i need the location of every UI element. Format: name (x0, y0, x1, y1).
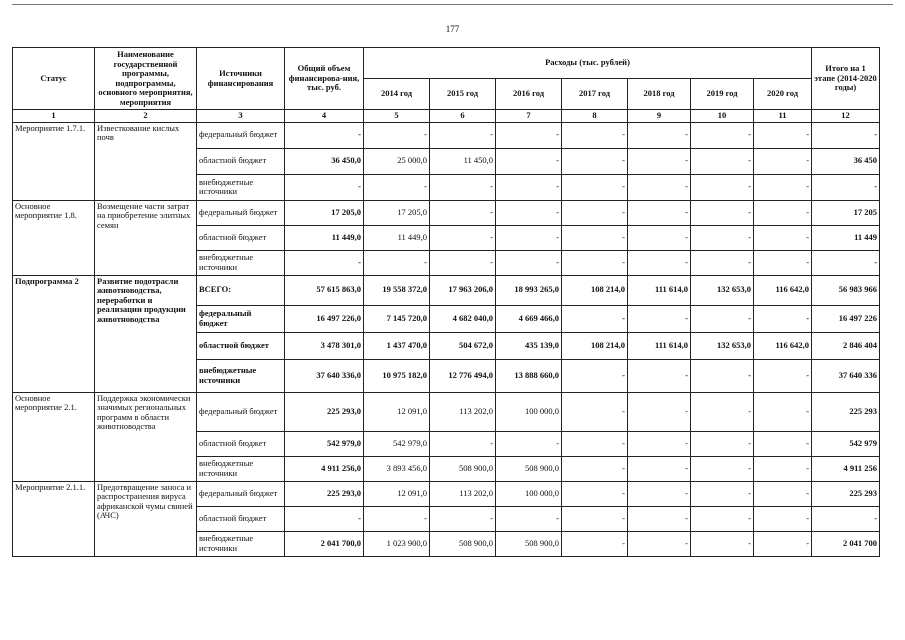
row-value: 11 450,0 (430, 148, 496, 174)
row-value: 18 993 265,0 (496, 275, 562, 305)
row-item-name: Возмещение части затрат на приобретение элитных семян (95, 200, 197, 275)
row-value: - (430, 431, 496, 456)
row-value: 116 642,0 (754, 275, 812, 305)
column-number: 6 (430, 110, 496, 123)
row-value: 11 449 (812, 225, 880, 250)
row-value: 113 202,0 (430, 481, 496, 506)
row-value: - (430, 174, 496, 200)
header-year: 2019 год (691, 79, 754, 110)
row-value: - (754, 481, 812, 506)
row-source: внебюджетные источники (197, 531, 285, 556)
row-value: 17 205,0 (364, 200, 430, 225)
table-row (13, 122, 880, 148)
row-value: - (691, 148, 754, 174)
row-value: 13 888 660,0 (496, 359, 562, 392)
header-year: 2014 год (364, 79, 430, 110)
row-value: 56 983 966 (812, 275, 880, 305)
row-value: - (562, 456, 628, 481)
row-value: - (285, 250, 364, 275)
row-value: - (628, 174, 691, 200)
row-item-name: Поддержка экономически значимых региональных программ в области животноводства (95, 392, 197, 481)
row-value: - (562, 506, 628, 531)
row-value: - (691, 250, 754, 275)
row-value: 225 293 (812, 392, 880, 431)
row-value: 542 979,0 (364, 431, 430, 456)
row-value: - (691, 431, 754, 456)
row-source: внебюджетные источники (197, 174, 285, 200)
row-value: 10 975 182,0 (364, 359, 430, 392)
row-value: - (754, 392, 812, 431)
row-value: - (628, 456, 691, 481)
row-value: 111 614,0 (628, 275, 691, 305)
row-source: ВСЕГО: (197, 275, 285, 305)
row-source: федеральный бюджет (197, 305, 285, 332)
row-value: 108 214,0 (562, 275, 628, 305)
row-source: областной бюджет (197, 148, 285, 174)
row-value: - (562, 148, 628, 174)
row-value: - (628, 122, 691, 148)
row-value: - (496, 431, 562, 456)
header-row-top (13, 48, 880, 79)
row-item-name: Известкование кислых почв (95, 122, 197, 200)
row-value: 17 205 (812, 200, 880, 225)
column-number: 7 (496, 110, 562, 123)
row-source: федеральный бюджет (197, 122, 285, 148)
column-number: 9 (628, 110, 691, 123)
row-value: - (364, 122, 430, 148)
row-value: 2 041 700,0 (285, 531, 364, 556)
row-value: - (496, 148, 562, 174)
row-value: 17 205,0 (285, 200, 364, 225)
row-value: - (628, 481, 691, 506)
row-source: областной бюджет (197, 225, 285, 250)
row-value: 132 653,0 (691, 275, 754, 305)
row-value: 1 437 470,0 (364, 332, 430, 359)
row-value: 4 911 256 (812, 456, 880, 481)
column-number: 5 (364, 110, 430, 123)
row-value: - (628, 225, 691, 250)
row-value: - (285, 122, 364, 148)
table-row (13, 275, 880, 305)
row-value: - (691, 305, 754, 332)
row-value: - (285, 506, 364, 531)
row-value: - (691, 392, 754, 431)
row-value: 36 450 (812, 148, 880, 174)
row-value: - (628, 506, 691, 531)
row-value: 12 776 494,0 (430, 359, 496, 392)
header-year: 2017 год (562, 79, 628, 110)
row-source: федеральный бюджет (197, 392, 285, 431)
row-value: - (628, 359, 691, 392)
row-value: - (691, 200, 754, 225)
row-status: Основное мероприятие 1.8. (13, 200, 95, 275)
row-value: 225 293 (812, 481, 880, 506)
row-value: - (628, 305, 691, 332)
page-number: 177 (445, 24, 460, 34)
row-value: 12 091,0 (364, 392, 430, 431)
row-value: 4 682 040,0 (430, 305, 496, 332)
row-value: - (691, 174, 754, 200)
row-value: 111 614,0 (628, 332, 691, 359)
row-value: - (754, 305, 812, 332)
row-value: 57 615 863,0 (285, 275, 364, 305)
row-source: внебюджетные источники (197, 456, 285, 481)
row-value: 4 911 256,0 (285, 456, 364, 481)
header-total: Общий объем финансирова-ния, тыс. руб. (285, 48, 364, 110)
row-value: 16 497 226 (812, 305, 880, 332)
row-value: - (496, 174, 562, 200)
row-value: - (628, 200, 691, 225)
row-source: внебюджетные источники (197, 250, 285, 275)
column-number: 2 (95, 110, 197, 123)
row-value: - (562, 250, 628, 275)
row-value: - (430, 200, 496, 225)
table-row (13, 481, 880, 506)
row-value: - (754, 506, 812, 531)
table-row (13, 200, 880, 225)
row-value: - (364, 250, 430, 275)
row-value: - (754, 250, 812, 275)
row-value: 108 214,0 (562, 332, 628, 359)
row-value: 12 091,0 (364, 481, 430, 506)
row-value: - (562, 305, 628, 332)
row-value: - (754, 174, 812, 200)
row-status: Мероприятие 2.1.1. (13, 481, 95, 556)
row-value: 36 450,0 (285, 148, 364, 174)
row-value: - (496, 122, 562, 148)
row-source: областной бюджет (197, 431, 285, 456)
row-value: 2 041 700 (812, 531, 880, 556)
row-value: - (430, 225, 496, 250)
row-value: 542 979 (812, 431, 880, 456)
row-status: Основное мероприятие 2.1. (13, 392, 95, 481)
row-value: 4 669 466,0 (496, 305, 562, 332)
row-value: - (812, 122, 880, 148)
column-number: 3 (197, 110, 285, 123)
row-value: - (754, 148, 812, 174)
row-status: Мероприятие 1.7.1. (13, 122, 95, 200)
row-value: 100 000,0 (496, 481, 562, 506)
row-value: - (628, 250, 691, 275)
row-value: 37 640 336 (812, 359, 880, 392)
row-value: - (754, 225, 812, 250)
row-value: - (754, 531, 812, 556)
header-year: 2015 год (430, 79, 496, 110)
row-source: федеральный бюджет (197, 200, 285, 225)
header-year: 2018 год (628, 79, 691, 110)
row-item-name: Развитие подотрасли животноводства, переработки и реализации продукции животноводства (95, 275, 197, 392)
row-value: 504 672,0 (430, 332, 496, 359)
row-value: 11 449,0 (285, 225, 364, 250)
row-source: внебюджетные источники (197, 359, 285, 392)
row-value: - (691, 481, 754, 506)
row-value: - (562, 225, 628, 250)
row-value: - (754, 456, 812, 481)
row-value: 435 139,0 (496, 332, 562, 359)
row-value: - (691, 531, 754, 556)
row-value: 19 558 372,0 (364, 275, 430, 305)
row-source: областной бюджет (197, 506, 285, 531)
row-value: 508 900,0 (430, 531, 496, 556)
row-value: 542 979,0 (285, 431, 364, 456)
row-value: 37 640 336,0 (285, 359, 364, 392)
row-value: - (496, 225, 562, 250)
row-value: - (628, 531, 691, 556)
row-source: федеральный бюджет (197, 481, 285, 506)
row-value: - (430, 506, 496, 531)
column-number: 1 (13, 110, 95, 123)
row-value: 25 000,0 (364, 148, 430, 174)
row-value: 17 963 206,0 (430, 275, 496, 305)
row-value: - (496, 250, 562, 275)
row-value: - (562, 200, 628, 225)
row-value: - (628, 431, 691, 456)
row-value: 225 293,0 (285, 392, 364, 431)
row-value: 508 900,0 (496, 531, 562, 556)
row-value: - (691, 122, 754, 148)
row-value: - (691, 359, 754, 392)
row-value: - (691, 225, 754, 250)
row-value: - (364, 506, 430, 531)
row-value: - (754, 359, 812, 392)
row-value: - (754, 431, 812, 456)
header-stage-total: Итого на 1 этапе (2014-2020 годы) (812, 48, 880, 110)
page-top-border (12, 4, 893, 5)
row-status: Подпрограмма 2 (13, 275, 95, 392)
row-value: 7 145 720,0 (364, 305, 430, 332)
header-sources: Источники финансирования (197, 48, 285, 110)
header-status: Статус (13, 48, 95, 110)
row-value: 508 900,0 (430, 456, 496, 481)
row-value: - (562, 392, 628, 431)
header-name: Наименование государственной программы, подпрограммы, основного мероприятия, мероприятия (95, 48, 197, 110)
row-value: - (496, 200, 562, 225)
column-number: 4 (285, 110, 364, 123)
row-value: 132 653,0 (691, 332, 754, 359)
row-value: - (628, 392, 691, 431)
header-expenses: Расходы (тыс. рублей) (364, 48, 812, 79)
row-value: - (562, 531, 628, 556)
row-value: - (691, 506, 754, 531)
column-number-row (13, 110, 880, 123)
column-number: 12 (812, 110, 880, 123)
table-row (13, 392, 880, 431)
row-value: 3 893 456,0 (364, 456, 430, 481)
row-value: - (430, 122, 496, 148)
row-value: - (812, 506, 880, 531)
row-value: - (754, 122, 812, 148)
row-value: 16 497 226,0 (285, 305, 364, 332)
row-value: - (430, 250, 496, 275)
table-body (13, 122, 880, 556)
row-value: 3 478 301,0 (285, 332, 364, 359)
row-value: - (562, 122, 628, 148)
row-value: 11 449,0 (364, 225, 430, 250)
row-value: - (285, 174, 364, 200)
row-item-name: Предотвращение заноса и распространения вируса африканской чумы свиней (АЧС) (95, 481, 197, 556)
row-value: - (364, 174, 430, 200)
row-value: - (562, 481, 628, 506)
row-value: 508 900,0 (496, 456, 562, 481)
column-number: 8 (562, 110, 628, 123)
row-value: - (691, 456, 754, 481)
row-value: - (496, 506, 562, 531)
header-year: 2020 год (754, 79, 812, 110)
row-value: 113 202,0 (430, 392, 496, 431)
row-value: - (812, 250, 880, 275)
row-value: - (754, 200, 812, 225)
row-value: 100 000,0 (496, 392, 562, 431)
row-value: - (562, 359, 628, 392)
header-year: 2016 год (496, 79, 562, 110)
row-value: 116 642,0 (754, 332, 812, 359)
budget-table (12, 47, 880, 557)
row-value: - (812, 174, 880, 200)
row-value: 2 846 404 (812, 332, 880, 359)
row-source: областной бюджет (197, 332, 285, 359)
column-number: 11 (754, 110, 812, 123)
row-value: 225 293,0 (285, 481, 364, 506)
row-value: - (628, 148, 691, 174)
row-value: 1 023 900,0 (364, 531, 430, 556)
row-value: - (562, 174, 628, 200)
column-number: 10 (691, 110, 754, 123)
row-value: - (562, 431, 628, 456)
